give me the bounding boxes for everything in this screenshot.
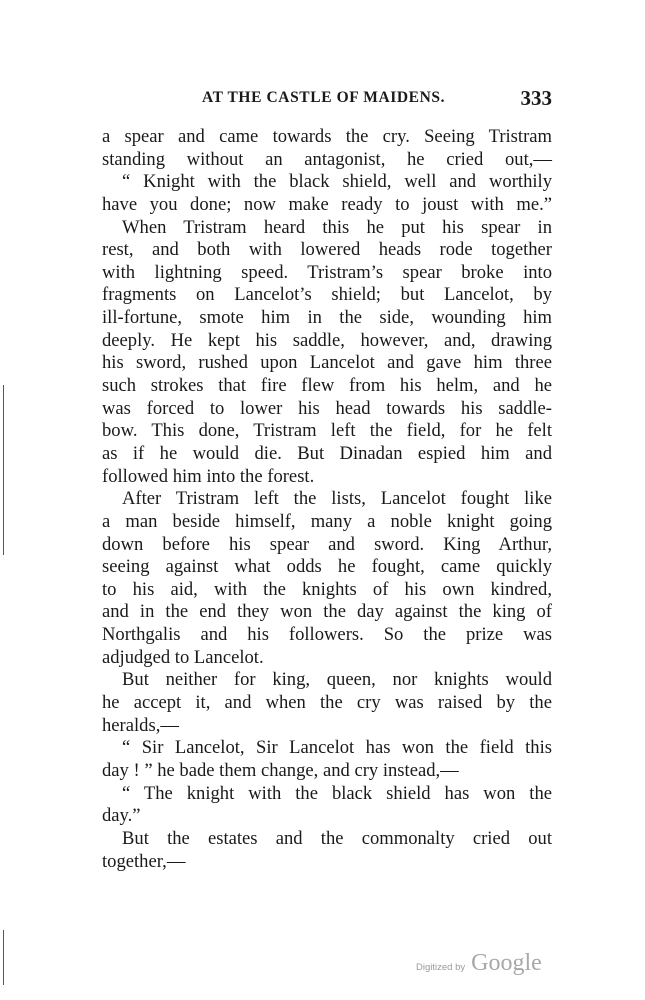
- body-text: [102, 126, 552, 873]
- page-number: 333: [520, 86, 552, 110]
- text-line: But neither for king, queen, nor knights would: [122, 669, 552, 691]
- text-line: heralds,—: [102, 714, 179, 736]
- text-line: “ Knight with the black shield, well and worthily: [122, 171, 552, 193]
- text-line: a spear and came towards the cry. Seeing Tristram: [102, 126, 552, 147]
- text-line: a man beside himself, many a noble knight going: [102, 510, 552, 532]
- text-line: together,—: [102, 850, 186, 872]
- text-line: But the estates and the commonalty cried out: [122, 827, 552, 849]
- text-line: deeply. He kept his saddle, however, and, drawing: [102, 329, 552, 351]
- text-line: as if he would die. But Dinadan espied him and: [102, 442, 552, 464]
- text-line: followed him into the forest.: [102, 465, 315, 487]
- text-line: was forced to lower his head towards his saddle-: [102, 397, 552, 419]
- text-line: with lightning speed. Tristram’s spear broke into: [102, 261, 552, 283]
- text-line: have you done; now make ready to joust with me.”: [102, 193, 552, 215]
- digitized-watermark: [416, 950, 542, 977]
- text-line: down before his spear and sword. King Arthur,: [102, 533, 552, 555]
- scan-edge-line: [3, 385, 4, 555]
- text-line: day ! ” he bade them change, and cry instead,—: [102, 759, 459, 781]
- text-line: he accept it, and when the cry was raised by the: [102, 692, 552, 714]
- text-line: day.”: [102, 805, 141, 827]
- text-line: adjudged to Lancelot.: [102, 646, 264, 668]
- text-line: rest, and both with lowered heads rode together: [102, 239, 552, 261]
- text-line: seeing against what odds he fought, came quickly: [102, 556, 552, 578]
- google-logo: Google: [471, 950, 542, 976]
- text-line: to his aid, with the knights of his own kindred,: [102, 578, 552, 600]
- text-line: his sword, rushed upon Lancelot and gave him three: [102, 352, 552, 374]
- text-line: Northgalis and his followers. So the prize was: [102, 624, 552, 646]
- running-head: [102, 86, 552, 110]
- text-line: When Tristram heard this he put his spear in: [122, 216, 552, 238]
- running-title: AT THE CASTLE OF MAIDENS.: [202, 89, 446, 106]
- text-line: ill-fortune, smote him in the side, wounding him: [102, 307, 552, 329]
- text-line: “ The knight with the black shield has won the: [122, 782, 552, 804]
- text-line: such strokes that fire flew from his helm, and he: [102, 375, 552, 397]
- text-line: “ Sir Lancelot, Sir Lancelot has won the field this: [122, 737, 552, 759]
- text-line: fragments on Lancelot’s shield; but Lancelot, by: [102, 284, 552, 306]
- scan-edge-line: [3, 930, 4, 985]
- text-line: After Tristram left the lists, Lancelot fought like: [122, 488, 552, 510]
- text-line: standing without an antagonist, he cried out,—: [102, 148, 552, 170]
- digitized-by-label: Digitized by: [416, 962, 466, 973]
- text-line: bow. This done, Tristram left the field, for he felt: [102, 420, 552, 442]
- text-line: and in the end they won the day against the king of: [102, 601, 552, 623]
